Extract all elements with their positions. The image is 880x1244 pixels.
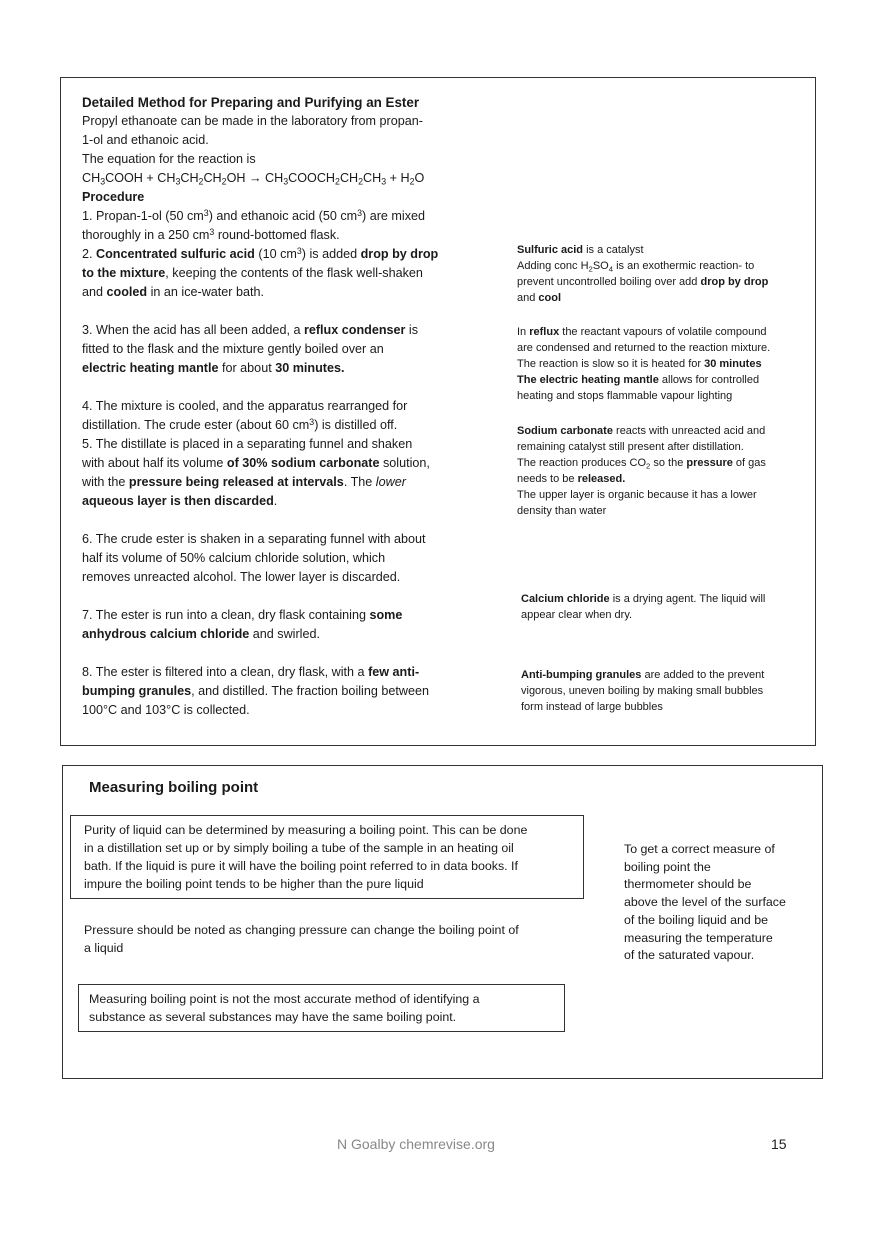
text-segment: substance as several substances may have the same boiling point. [89, 1010, 457, 1024]
text-segment: heating and stops flammable vapour lighting [517, 390, 733, 402]
text-line [82, 93, 438, 112]
text-segment: Concentrated sulfuric acid [96, 247, 255, 261]
text-segment: 3 [283, 176, 289, 187]
text-line [82, 530, 438, 549]
text-segment: 2. [82, 247, 97, 261]
text-line [82, 378, 438, 397]
text-segment: COOH + CH [105, 171, 176, 185]
text-line [82, 321, 438, 340]
text-segment: cool [538, 292, 562, 304]
text-segment: and [517, 292, 539, 304]
text-line [517, 487, 766, 503]
text-segment: drop by drop [360, 247, 439, 261]
text-segment: , keeping the contents of the flask well-shaken [165, 266, 423, 280]
text-segment: 2 [588, 264, 593, 274]
note-anti-bumping [521, 667, 764, 715]
footer-credit: N Goalby chemrevise.org [337, 1136, 495, 1152]
text-segment: Sulfuric acid [517, 244, 584, 256]
text-segment: Measuring boiling point is not the most accurate method of identifying a [89, 992, 480, 1006]
text-segment: is an exothermic reaction- to [613, 260, 755, 272]
text-segment: and swirled. [249, 627, 320, 641]
text-segment: Procedure [82, 190, 145, 204]
text-segment: form instead of large bubbles [521, 701, 663, 713]
text-segment: half its volume of 50% calcium chloride solution, which [82, 551, 386, 565]
text-line [82, 416, 438, 435]
text-line [521, 591, 765, 607]
text-segment: SO [592, 260, 609, 272]
text-line [82, 226, 438, 245]
text-segment: pressure being released at intervals [128, 475, 344, 489]
text-segment: 2 [335, 176, 340, 187]
text-line [624, 841, 786, 859]
text-line [82, 663, 438, 682]
text-line [517, 258, 768, 274]
text-segment: 2 [409, 176, 415, 187]
text-segment: in a distillation set up or by simply boiling a tube of the sample in an heating oil [84, 841, 514, 855]
text-segment: Sodium carbonate [517, 425, 613, 437]
text-line [517, 340, 770, 356]
text-segment: reflux condenser [303, 323, 406, 337]
text-line [89, 1008, 480, 1026]
text-line [517, 324, 770, 340]
text-segment: in an ice-water bath. [147, 285, 265, 299]
page-number: 15 [771, 1136, 787, 1152]
text-segment: allows for controlled [658, 374, 760, 386]
text-segment: Calcium chloride [521, 593, 610, 605]
text-segment: of 30% sodium carbonate [226, 456, 380, 470]
text-segment: 8. The ester is filtered into a clean, dry flask, with a [82, 665, 369, 679]
text-segment: 4. The mixture is cooled, and the apparatus rearranged for [82, 399, 408, 413]
text-segment: reacts with unreacted acid and [612, 425, 766, 437]
text-line [517, 274, 768, 290]
text-line [89, 990, 480, 1008]
text-segment: with about half its volume [82, 456, 227, 470]
text-line [82, 682, 438, 701]
text-line [82, 549, 438, 568]
text-segment: electric heating mantle [82, 361, 219, 375]
text-line [517, 242, 768, 258]
text-segment: 3 [100, 176, 106, 187]
text-segment: some [369, 608, 403, 622]
text-segment: cooled [106, 285, 148, 299]
text-segment: thermometer should be [624, 877, 752, 892]
text-segment: ) is distilled off. [314, 418, 398, 432]
text-segment: Adding conc H [517, 260, 589, 272]
text-line [517, 290, 768, 306]
text-line [82, 112, 438, 131]
text-line [82, 131, 438, 150]
text-line [517, 503, 766, 519]
text-line [82, 701, 438, 720]
text-segment: 5. The distillate is placed in a separating funnel and shaken [82, 437, 413, 451]
text-segment: are added to the prevent [641, 669, 765, 681]
text-segment: so the [650, 457, 687, 469]
text-segment: 4 [608, 264, 614, 274]
text-segment: CH [180, 171, 199, 185]
text-segment: is a drying agent. The liquid will [609, 593, 766, 605]
note-sodium-carbonate [517, 423, 766, 519]
text-line [82, 625, 438, 644]
text-segment: few anti- [368, 665, 420, 679]
text-line [84, 939, 519, 957]
text-line [521, 667, 764, 683]
text-line [84, 839, 527, 857]
text-segment: 7. The ester is run into a clean, dry flask containing [82, 608, 370, 622]
text-line [517, 471, 766, 487]
text-segment: Propyl ethanoate can be made in the laboratory from propan- [82, 114, 423, 128]
text-line [521, 683, 764, 699]
text-line [517, 388, 770, 404]
text-segment: measuring the temperature [624, 930, 773, 945]
text-line [521, 699, 764, 715]
text-line [82, 207, 438, 226]
text-segment: the reactant vapours of volatile compound [559, 326, 767, 338]
text-segment: Purity of liquid can be determined by measuring a boiling point. This can be done [84, 823, 528, 837]
text-segment: distillation. The crude ester (about 60 cm [82, 418, 310, 432]
text-line [82, 644, 438, 663]
text-segment: The upper layer is organic because it has a lower [517, 489, 757, 501]
text-segment: 6. The crude ester is shaken in a separating funnel with about [82, 532, 426, 546]
text-segment: bumping granules [82, 684, 192, 698]
text-line [82, 511, 438, 530]
text-segment: a liquid [84, 941, 124, 955]
text-line [82, 454, 438, 473]
text-segment: CH [363, 171, 382, 185]
text-segment: CH [203, 171, 222, 185]
text-segment: . The [343, 475, 376, 489]
text-line [82, 283, 438, 302]
text-line [82, 245, 438, 264]
text-line [624, 947, 786, 965]
text-segment: 30 minutes. [275, 361, 345, 375]
text-line [82, 606, 438, 625]
text-segment: The electric heating mantle [517, 374, 659, 386]
text-segment: fitted to the flask and the mixture gently boiled over an [82, 342, 384, 356]
text-segment: impure the boiling point tends to be higher than the pure liquid [84, 877, 424, 891]
text-segment: vigorous, uneven boiling by making small bubbles [521, 685, 764, 697]
boiling-point-title: Measuring boiling point [89, 779, 259, 796]
text-segment: Anti-bumping granules [521, 669, 642, 681]
text-segment: 3. When the acid has all been added, a [82, 323, 304, 337]
text-segment: boiling point the [624, 859, 711, 874]
text-segment: of the saturated vapour. [624, 948, 755, 963]
text-line [82, 302, 438, 321]
text-segment: thoroughly in a 250 cm [82, 228, 210, 242]
text-segment: released. [577, 473, 626, 485]
text-segment: The reaction produces CO [517, 457, 647, 469]
text-segment: 30 minutes [704, 358, 762, 370]
text-segment: needs to be [517, 473, 578, 485]
text-line [517, 423, 766, 439]
text-segment: bath. If the liquid is pure it will have the boiling point referred to in data books. If [84, 859, 518, 873]
text-line [82, 264, 438, 283]
text-segment: The reaction is slow so it is heated for [517, 358, 705, 370]
note-calcium-chloride [521, 591, 765, 623]
text-line [624, 894, 786, 912]
text-line [82, 150, 438, 169]
text-segment: round-bottomed flask. [214, 228, 340, 242]
text-segment: 2 [358, 176, 364, 187]
text-line [82, 169, 438, 188]
pressure-text [84, 921, 519, 957]
text-segment: 3 [357, 208, 363, 219]
text-line [82, 435, 438, 454]
text-segment: appear clear when dry. [521, 609, 633, 621]
text-segment: is [405, 323, 419, 337]
text-segment: 3 [203, 208, 209, 219]
text-segment: ) are mixed [362, 209, 426, 223]
note-sulfuric-acid [517, 242, 768, 306]
text-segment: 3 [381, 176, 387, 187]
text-line [521, 607, 765, 623]
text-line [84, 821, 527, 839]
text-segment: The equation for the reaction is [82, 152, 256, 166]
text-segment: 3 [209, 227, 215, 238]
text-segment: lower [375, 475, 406, 489]
accuracy-text [89, 990, 480, 1026]
text-line [624, 859, 786, 877]
text-segment: above the level of the surface [624, 895, 786, 910]
text-segment: In [517, 326, 530, 338]
text-segment: 2 [646, 461, 651, 471]
text-segment: of gas [732, 457, 766, 469]
text-segment: . [273, 494, 278, 508]
text-segment: density than water [517, 505, 607, 517]
text-line [84, 875, 527, 893]
text-line [517, 455, 766, 471]
text-segment: (10 cm [254, 247, 297, 261]
text-segment: reflux [529, 326, 560, 338]
text-segment: CH [82, 171, 101, 185]
text-segment: O [414, 171, 425, 185]
text-segment: Pressure should be noted as changing pressure can change the boiling point of [84, 923, 519, 937]
text-line [624, 930, 786, 948]
text-segment: 100°C and 103°C is collected. [82, 703, 250, 717]
text-line [82, 473, 438, 492]
text-segment: 3 [309, 417, 315, 428]
text-line [84, 857, 527, 875]
text-line [624, 876, 786, 894]
text-segment: OH → CH [226, 171, 284, 185]
text-segment: ) is added [301, 247, 361, 261]
text-line [517, 372, 770, 388]
text-segment: 2 [198, 176, 204, 187]
text-segment: remaining catalyst still present after distillation. [517, 441, 744, 453]
text-segment: , and distilled. The fraction boiling between [191, 684, 429, 698]
text-segment: ) and ethanoic acid (50 cm [208, 209, 358, 223]
text-segment: are condensed and returned to the reaction mixture. [517, 342, 771, 354]
text-segment: with the [82, 475, 129, 489]
text-segment: prevent uncontrolled boiling over add [517, 276, 701, 288]
text-segment: and [82, 285, 107, 299]
text-segment: CH [339, 171, 359, 185]
note-reflux [517, 324, 770, 404]
text-line [82, 568, 438, 587]
text-line [517, 356, 770, 372]
text-segment: removes unreacted alcohol. The lower layer is discarded. [82, 570, 401, 584]
text-segment: drop by drop [700, 276, 769, 288]
text-line [82, 397, 438, 416]
text-segment: 3 [175, 176, 181, 187]
text-line [517, 439, 766, 455]
text-segment: pressure [686, 457, 733, 469]
text-line [82, 587, 438, 606]
text-segment: 2 [221, 176, 227, 187]
text-segment: To get a correct measure of [624, 842, 775, 856]
text-segment: aqueous layer is then discarded [82, 494, 274, 508]
text-segment: + H [386, 171, 410, 185]
text-segment: COOCH [288, 171, 336, 185]
text-segment: 3 [296, 246, 302, 257]
purity-text [84, 821, 527, 893]
text-line [82, 492, 438, 511]
ester-method-text [82, 93, 438, 720]
text-segment: solution, [379, 456, 430, 470]
text-line [84, 921, 519, 939]
text-segment: Detailed Method for Preparing and Purifying an Ester [82, 95, 420, 110]
text-segment: of the boiling liquid and be [624, 912, 768, 927]
thermometer-text [624, 841, 786, 965]
text-segment: for about [218, 361, 276, 375]
text-line [82, 340, 438, 359]
text-line [82, 188, 438, 207]
text-line [624, 912, 786, 930]
text-line [82, 359, 438, 378]
text-segment: 1-ol and ethanoic acid. [82, 133, 209, 147]
text-segment: 1. Propan-1-ol (50 cm [82, 209, 204, 223]
text-segment: to the mixture [82, 266, 166, 280]
text-segment: is a catalyst [583, 244, 644, 256]
text-segment: anhydrous calcium chloride [82, 627, 250, 641]
